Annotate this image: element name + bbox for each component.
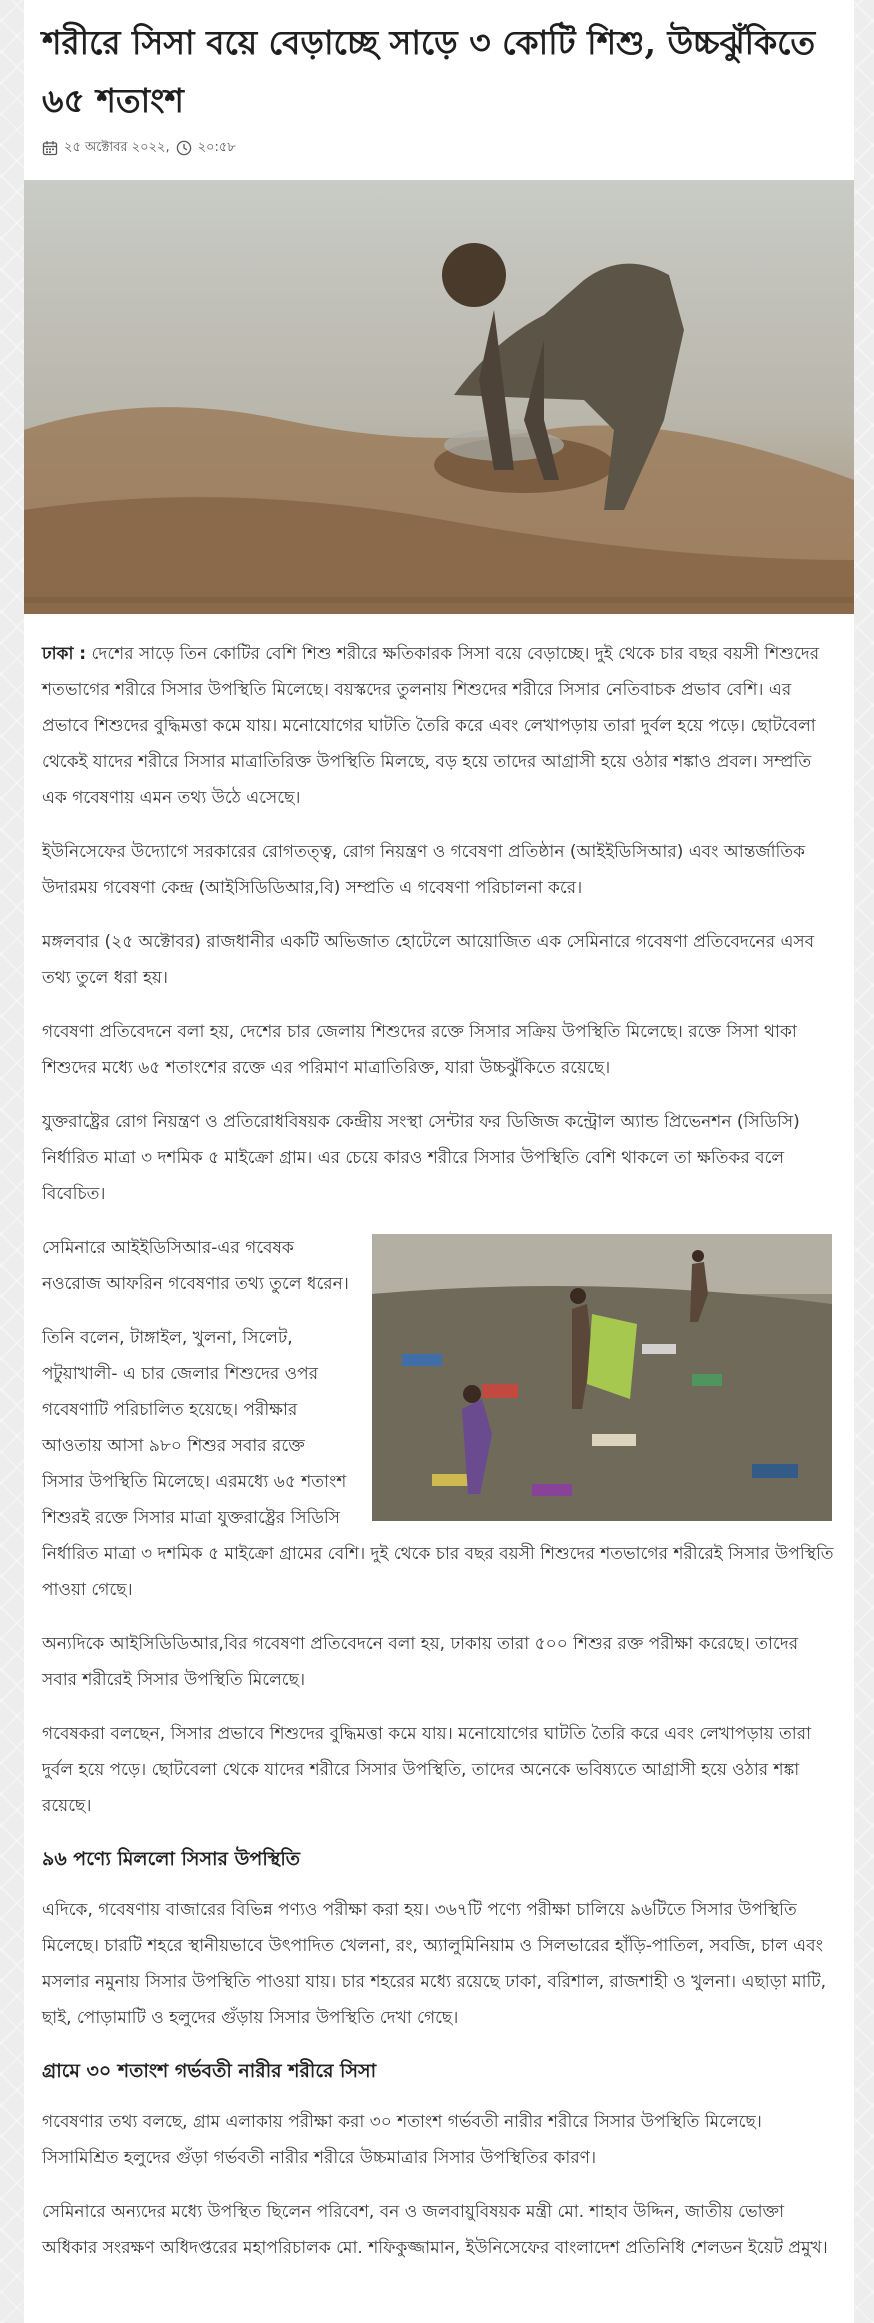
clock-icon (176, 140, 192, 156)
paragraph: অন্যদিকে আইসিডিডিআর,বির গবেষণা প্রতিবেদনে বলা হয়, ঢাকায় তারা ৫০০ শিশুর রক্ত পরীক্ষা করেছে। তাদের সবার শরীরেই সিসার উপস্থিতি মিলেছে। (42, 1634, 799, 1690)
paragraph: এদিকে, গবেষণায় বাজারের বিভিন্ন পণ্যও পরীক্ষা করা হয়। ৩৬৭টি পণ্যে পরীক্ষা চালিয়ে ৯৬টিতে সিসার উপস্থিতি মিলেছে। চারটি শহরে স্থানীয়ভাবে উৎপাদিত খেলনা, রং, অ্যালুমিনিয়াম ও সিলভারের হাঁড়ি-পাতিল, সবজি, চাল এবং মসলার নমুনায় সিসার উপস্থিতি পাওয়া যায়। চার শহরের মধ্যে রয়েছে ঢাকা, বরিশাল, রাজশাহী ও খুলনা। এছাড়া মাটি, ছাই, পোড়ামাটি ও হলুদের গুঁড়ায় সিসার উপস্থিতি দেখা গেছে। (42, 1900, 827, 2028)
article-body (24, 614, 854, 2266)
hero-image (24, 180, 854, 614)
paragraph: ঢাকা : দেশের সাড়ে তিন কোটির বেশি শিশু শরীরে ক্ষতিকারক সিসা বয়ে বেড়াচ্ছে। দুই থেকে চার বছর বয়সী শিশুদের শতভাগের শরীরে সিসার উপস্থিতি মিলেছে। বয়স্কদের তুলনায় শিশুদের শরীরে সিসার নেতিবাচক প্রভাব বেশি। এর প্রভাবে শিশুদের বুদ্ধিমত্তা কমে যায়। মনোযোগের ঘাটতি তৈরি করে এবং লেখাপড়ায় তারা দুর্বল হয়ে পড়ে। ছোটবেলা থেকেই যাদের শরীরে সিসার মাত্রাতিরিক্ত উপস্থিতি মিলছে, বড় হয়ে তাদের আগ্রাসী হয়ে ওঠার শঙ্কাও প্রবল। সম্প্রতি এক গবেষণায় এমন তথ্য উঠে এসেছে। (42, 644, 820, 808)
calendar-icon (42, 140, 58, 156)
paragraph: গবেষণা প্রতিবেদনে বলা হয়, দেশের চার জেলায় শিশুদের রক্তে সিসার সক্রিয় উপস্থিতি মিলেছে। রক্তে সিসা থাকা শিশুদের মধ্যে ৬৫ শতাংশের রক্তে এর পরিমাণ মাত্রাতিরিক্ত, যারা উচ্চঝুঁকিতে রয়েছে। (42, 1022, 797, 1078)
inline-image (372, 1234, 832, 1521)
article-title: শরীরে সিসা বয়ে বেড়াচ্ছে সাড়ে ৩ কোটি শিশু, উচ্চঝুঁকিতে ৬৫ শতাংশ (42, 23, 816, 120)
section-heading: গ্রামে ৩০ শতাংশ গর্ভবতী নারীর শরীরে সিসা (42, 2060, 377, 2082)
paragraph: মঙ্গলবার (২৫ অক্টোবর) রাজধানীর একটি অভিজাত হোটেলে আয়োজিত এক সেমিনারে গবেষণা প্রতিবেদনের এসব তথ্য তুলে ধরা হয়। (42, 932, 815, 988)
section-heading: ৯৬ পণ্যে মিললো সিসার উপস্থিতি (42, 1848, 301, 1870)
publish-time: ২০:৫৮ (197, 139, 236, 155)
paragraph: গবেষণার তথ্য বলছে, গ্রাম এলাকায় পরীক্ষা করা ৩০ শতাংশ গর্ভবতী নারীর শরীরে সিসার উপস্থিতি মিলেছে। সিসামিশ্রিত হলুদের গুঁড়া গর্ভবতী নারীর শরীরে উচ্চমাত্রার সিসার উপস্থিতির কারণ। (42, 2112, 762, 2168)
article-meta (24, 130, 854, 162)
news-article (24, 0, 854, 2323)
publish-date: ২৫ অক্টোবর ২০২২, (64, 139, 170, 155)
paragraph: যুক্তরাষ্ট্রের রোগ নিয়ন্ত্রণ ও প্রতিরোধবিষয়ক কেন্দ্রীয় সংস্থা সেন্টার ফর ডিজিজ কন্ট্রোল অ্যান্ড প্রিভেনশন (সিডিসি) নির্ধারিত মাত্রা ৩ দশমিক ৫ মাইক্রো গ্রাম। এর চেয়ে কারও শরীরে সিসার উপস্থিতি বেশি থাকলে তা ক্ষতিকর বলে বিবেচিত। (42, 1112, 800, 1204)
paragraph: তিনি বলেন, টাঙ্গাইল, খুলনা, সিলেট, পটুয়াখালী- এ চার জেলার শিশুদের ওপর গবেষণাটি পরিচালিত হয়েছে। পরীক্ষার আওতায় আসা ৯৮০ শিশুর সবার রক্তে সিসার উপস্থিতি মিলেছে। এরমধ্যে ৬৫ শতাংশ শিশুরই রক্তে সিসার মাত্রা যুক্তরাষ্ট্রের সিডিসি নির্ধারিত মাত্রা ৩ দশমিক ৫ মাইক্রো গ্রামের বেশি। দুই থেকে চার বছর বয়সী শিশুদের শতভাগের শরীরেই সিসার উপস্থিতি পাওয়া গেছে। (42, 1328, 834, 1600)
paragraph: ইউনিসেফের উদ্যোগে সরকারের রোগতত্ত্ব, রোগ নিয়ন্ত্রণ ও গবেষণা প্রতিষ্ঠান (আইইডিসিআর) এবং আন্তর্জাতিক উদারময় গবেষণা কেন্দ্র (আইসিডিডিআর,বি) সম্প্রতি এ গবেষণা পরিচালনা করে। (42, 842, 806, 898)
paragraph: সেমিনারে আইইডিসিআর-এর গবেষক নওরোজ আফরিন গবেষণার তথ্য তুলে ধরেন। (42, 1238, 349, 1294)
paragraph: সেমিনারে অন্যদের মধ্যে উপস্থিত ছিলেন পরিবেশ, বন ও জলবায়ুবিষয়ক মন্ত্রী মো. শাহাব উদ্দিন, জাতীয় ভোক্তা অধিকার সংরক্ষণ অধিদপ্তরের মহাপরিচালক মো. শফিকুজ্জামান, ইউনিসেফের বাংলাদেশ প্রতিনিধি শেলডন ইয়েট প্রমুখ। (42, 2202, 828, 2258)
dateline: ঢাকা : (42, 644, 87, 664)
paragraph: গবেষকরা বলছেন, সিসার প্রভাবে শিশুদের বুদ্ধিমত্তা কমে যায়। মনোযোগের ঘাটতি তৈরি করে এবং লেখাপড়ায় তারা দুর্বল হয়ে পড়ে। ছোটবেলা থেকে যাদের শরীরে সিসার উপস্থিতি, তাদের অনেকে ভবিষ্যতে আগ্রাসী হয়ে ওঠার শঙ্কা রয়েছে। (42, 1724, 812, 1816)
